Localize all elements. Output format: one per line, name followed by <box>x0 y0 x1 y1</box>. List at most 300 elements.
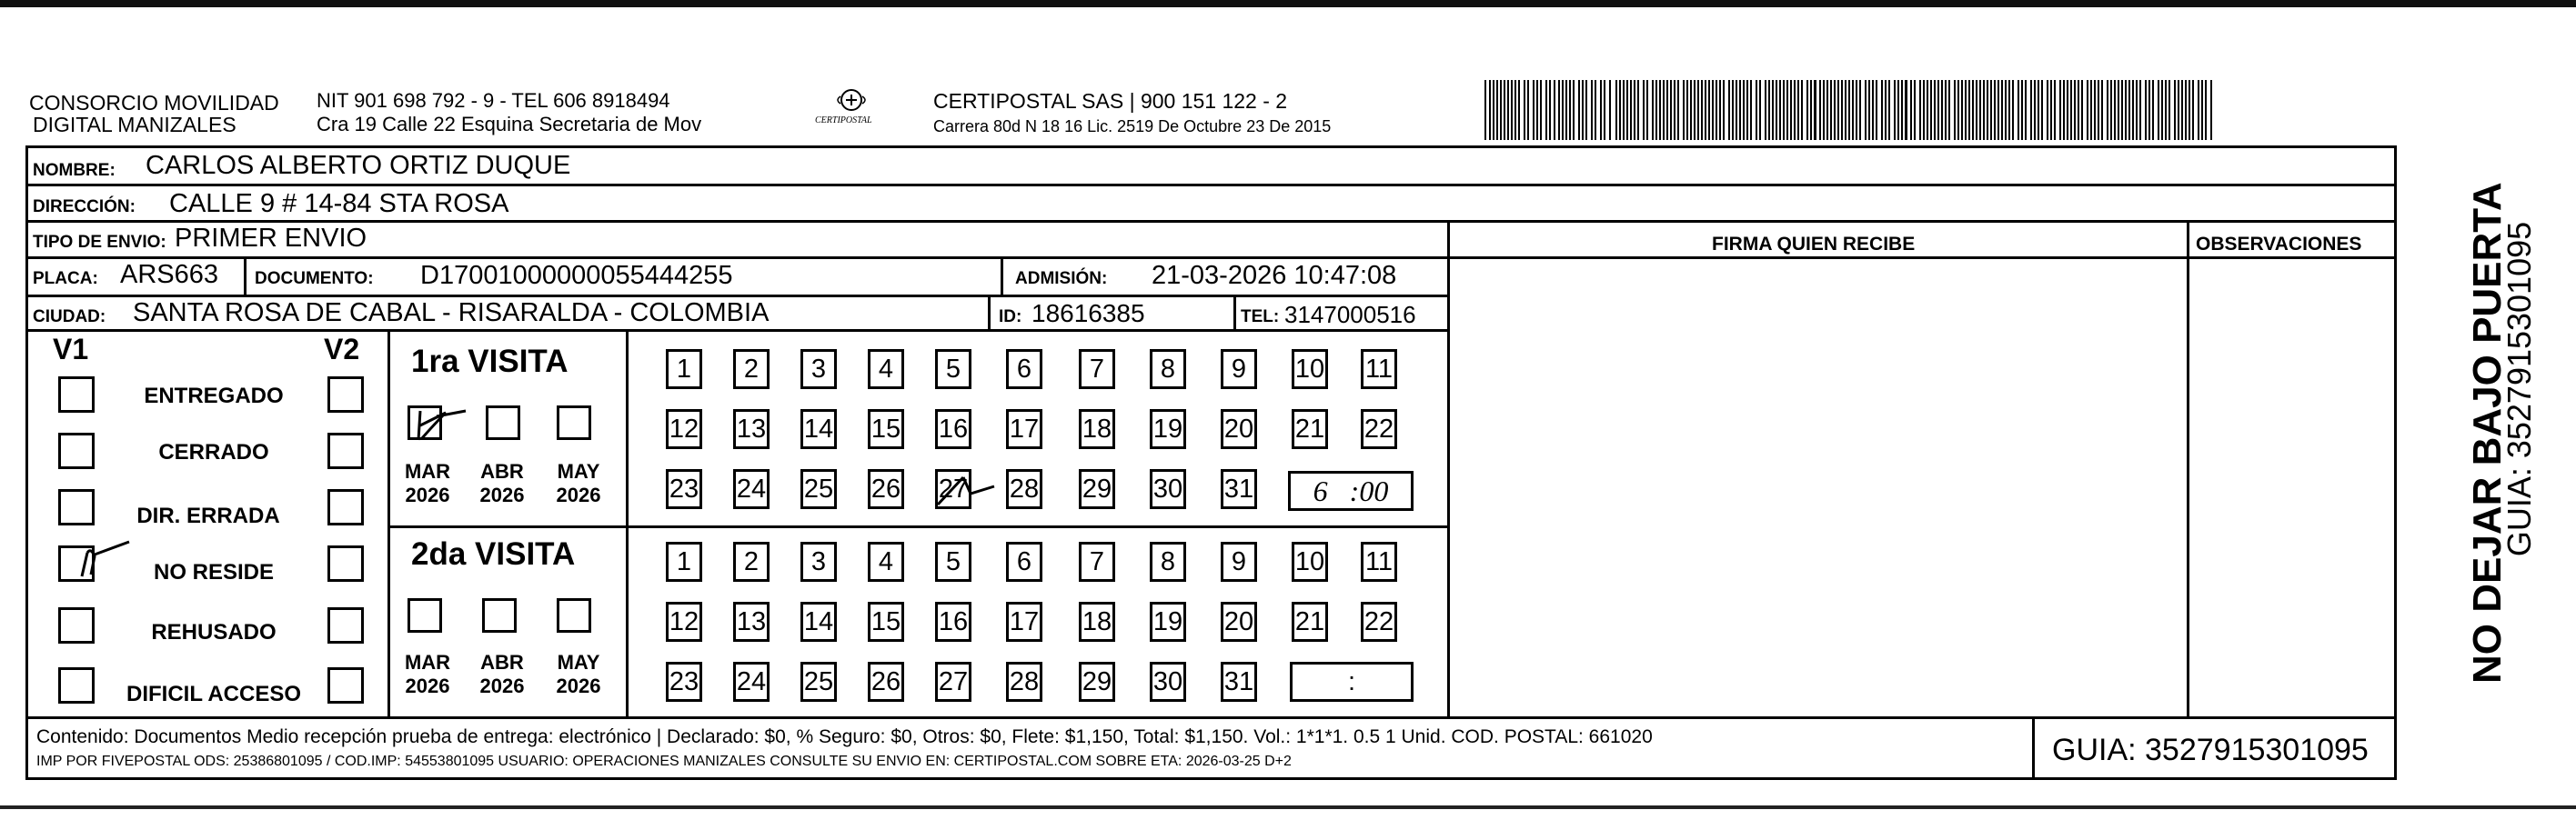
barcode-bar <box>1957 80 1959 140</box>
visit1-day-label: 21 <box>1294 414 1325 444</box>
visit2-day-label: 29 <box>1082 666 1112 696</box>
visit1-day-8[interactable] <box>1150 349 1186 389</box>
signature-header: FIRMA QUIEN RECIBE <box>1712 234 1916 255</box>
visit2-day-19[interactable] <box>1150 602 1186 642</box>
document-label: DOCUMENTO: <box>255 269 374 288</box>
barcode-bar <box>1634 80 1635 140</box>
barcode-bar <box>2192 80 2194 140</box>
visit2-day-28[interactable] <box>1006 662 1042 702</box>
visit1-day-3[interactable] <box>800 349 837 389</box>
visit2-day-label: 18 <box>1082 606 1112 636</box>
barcode-bar <box>1885 80 1887 140</box>
visit2-day-label: 23 <box>669 666 699 696</box>
barcode-bar <box>1759 80 1761 140</box>
barcode-bar <box>1637 80 1639 140</box>
barcode-bar <box>1677 80 1679 140</box>
visit1-day-5[interactable] <box>935 349 971 389</box>
barcode-bar <box>2021 80 2023 140</box>
barcode-bar <box>1527 80 1529 140</box>
v1-checkbox-entregado[interactable] <box>58 376 95 413</box>
barcode-bar <box>2101 80 2103 140</box>
visit1-day-16[interactable] <box>935 409 971 449</box>
barcode-bar <box>1994 80 1996 140</box>
visit2-day-3[interactable] <box>800 542 837 582</box>
barcode-bar <box>1968 80 1970 140</box>
visit1-day-label: 19 <box>1152 414 1183 444</box>
divider <box>1233 295 1236 329</box>
visit2-day-4[interactable] <box>868 542 904 582</box>
barcode-bar <box>2050 80 2052 140</box>
visit2-day-6[interactable] <box>1006 542 1042 582</box>
visit2-day-label: 7 <box>1089 546 1105 576</box>
divider <box>387 329 390 718</box>
barcode-bar <box>1881 80 1883 140</box>
visit1-day-label: 17 <box>1009 414 1040 444</box>
barcode-bar <box>1646 80 1648 140</box>
visit1-title: 1ra VISITA <box>411 344 569 379</box>
visit1-time-box[interactable] <box>1288 471 1414 511</box>
id-label: ID: <box>999 307 1022 326</box>
barcode-bar <box>2041 80 2043 140</box>
barcode-bar <box>1694 80 1696 140</box>
barcode-bar <box>1500 80 1502 140</box>
barcode-bar <box>1595 80 1596 140</box>
plate: ARS663 <box>120 260 219 289</box>
barcode-bar <box>1927 80 1928 140</box>
barcode-bar <box>2087 80 2088 140</box>
visit2-month-may: MAY 2026 <box>556 651 601 698</box>
visit2-month-mar-checkbox[interactable] <box>408 598 442 633</box>
visit1-day-label: 30 <box>1152 474 1183 504</box>
visit1-day-label: 14 <box>803 414 834 444</box>
barcode-bar <box>2148 80 2150 140</box>
visit2-title: 2da VISITA <box>411 536 576 572</box>
visit2-day-label: 26 <box>870 666 901 696</box>
company-name-line2: DIGITAL MANIZALES <box>33 113 236 136</box>
barcode-bar <box>1670 80 1672 140</box>
v2-checkbox-cerrado[interactable] <box>327 433 364 469</box>
barcode <box>1484 80 2214 140</box>
barcode-bar <box>1765 80 1766 140</box>
barcode-bar <box>2128 80 2130 140</box>
barcode-bar <box>1708 80 1710 140</box>
visit1-day-25[interactable] <box>800 469 837 509</box>
v2-checkbox-no-reside[interactable] <box>327 545 364 582</box>
visit2-day-label: 27 <box>938 666 969 696</box>
visit2-day-label: 13 <box>736 606 767 636</box>
divider <box>387 525 1450 528</box>
barcode-bar <box>1716 80 1717 140</box>
barcode-bar <box>1976 80 1977 140</box>
barcode-bar <box>2139 80 2141 140</box>
barcode-bar <box>1826 80 1828 140</box>
barcode-bar <box>1582 80 1584 140</box>
visit2-day-label: 5 <box>945 546 961 576</box>
barcode-bar <box>1489 80 1491 140</box>
barcode-bar <box>1859 80 1861 140</box>
barcode-bar <box>1776 80 1777 140</box>
visit1-day-26[interactable] <box>868 469 904 509</box>
barcode-bar <box>1562 80 1564 140</box>
visit1-day-4[interactable] <box>868 349 904 389</box>
visit1-day-17[interactable] <box>1006 409 1042 449</box>
visit2-day-label: 24 <box>736 666 767 696</box>
barcode-bar <box>2181 80 2183 140</box>
barcode-bar <box>1511 80 1513 140</box>
barcode-bar <box>2136 80 2138 140</box>
barcode-bar <box>1615 80 1617 140</box>
address-label: DIRECCIÓN: <box>33 197 136 216</box>
carrier-name: CERTIPOSTAL SAS | 900 151 122 - 2 <box>933 89 1288 113</box>
visit1-day-label: 3 <box>810 354 827 384</box>
v2-checkbox-dir-errada[interactable] <box>327 489 364 525</box>
barcode-bar <box>1872 80 1874 140</box>
visit1-day-label: 31 <box>1223 474 1254 504</box>
visit1-day-27[interactable] <box>935 469 971 509</box>
barcode-bar <box>1746 80 1748 140</box>
visit2-day-label: 9 <box>1231 546 1247 576</box>
visit2-day-16[interactable] <box>935 602 971 642</box>
barcode-bar <box>1540 80 1542 140</box>
visit1-day-19[interactable] <box>1150 409 1186 449</box>
barcode-bar <box>1604 80 1605 140</box>
visit1-day-label: 2 <box>743 354 760 384</box>
visit2-month-abr: ABR 2026 <box>479 651 525 698</box>
divider <box>988 295 991 329</box>
barcode-bar <box>1972 80 1974 140</box>
barcode-bar <box>1868 80 1870 140</box>
barcode-bar <box>1585 80 1587 140</box>
certipostal-logo <box>813 85 890 136</box>
visit2-day-label: 11 <box>1364 546 1394 576</box>
barcode-bar <box>1914 80 1916 140</box>
barcode-bar <box>1905 80 1907 140</box>
barcode-bar <box>2189 80 2190 140</box>
barcode-bar <box>1750 80 1752 140</box>
barcode-bar <box>2078 80 2079 140</box>
visit1-day-31[interactable] <box>1221 469 1257 509</box>
barcode-bar <box>1772 80 1774 140</box>
visit1-day-label: 27 <box>938 474 969 504</box>
visit1-day-2[interactable] <box>733 349 770 389</box>
visit1-day-label: 1 <box>676 354 692 384</box>
barcode-bar <box>1514 80 1516 140</box>
visit2-day-10[interactable] <box>1292 542 1328 582</box>
visit1-month-may-checkbox[interactable] <box>557 405 591 440</box>
divider <box>626 329 629 718</box>
visit1-month-abr-checkbox[interactable] <box>486 405 520 440</box>
divider <box>25 184 2397 186</box>
visit2-day-22[interactable] <box>1361 602 1397 642</box>
carrier-address: Carrera 80d N 18 16 Lic. 2519 De Octubre 23 De 2015 <box>933 117 1332 135</box>
barcode-bar <box>1690 80 1692 140</box>
barcode-bar <box>1783 80 1785 140</box>
divider <box>1447 256 2397 259</box>
barcode-bar <box>1569 80 1571 140</box>
visit2-day-1[interactable] <box>666 542 702 582</box>
visit1-hour-handwritten: 6 <box>1313 474 1328 507</box>
barcode-bar <box>1910 80 1912 140</box>
barcode-bar <box>1659 80 1661 140</box>
observations-header: OBSERVACIONES <box>2196 234 2362 255</box>
v1-checkbox-dir-errada[interactable] <box>58 489 95 525</box>
v1-checkbox-dificil-acceso[interactable] <box>58 667 95 704</box>
barcode-bar <box>1923 80 1925 140</box>
visit2-day-label: 25 <box>803 666 834 696</box>
admission-date: 21-03-2026 10:47:08 <box>1152 261 1397 290</box>
barcode-bar <box>2114 80 2116 140</box>
barcode-bar <box>1630 80 1632 140</box>
status-label-cerrado: CERRADO <box>158 440 269 465</box>
visit2-day-29[interactable] <box>1079 662 1115 702</box>
barcode-bar <box>2107 80 2108 140</box>
barcode-bar <box>2165 80 2167 140</box>
v2-checkbox-entregado[interactable] <box>327 376 364 413</box>
visit2-day-26[interactable] <box>868 662 904 702</box>
visit2-day-label: 20 <box>1223 606 1254 636</box>
visit2-day-label: 1 <box>676 546 692 576</box>
tel-label: TEL: <box>1241 307 1280 326</box>
barcode-bar <box>2110 80 2112 140</box>
barcode-bar <box>2005 80 2007 140</box>
visit2-day-8[interactable] <box>1150 542 1186 582</box>
visit2-day-label: 14 <box>803 606 834 636</box>
visit2-day-label: 4 <box>878 546 894 576</box>
scan-edge-bottom <box>0 805 2576 809</box>
barcode-bar <box>2198 80 2199 140</box>
visit2-day-31[interactable] <box>1221 662 1257 702</box>
visit2-month-abr-checkbox[interactable] <box>482 598 517 633</box>
footer-imp: IMP POR FIVEPOSTAL ODS: 25386801095 / COD.IMP: 54553801095 USUARIO: OPERACIONES MANIZALES CONSULTE SU ENVIO EN: CERTIPOSTAL.COM SOBRE ETA: 2026-03-25 D+2 <box>36 754 1292 769</box>
v1-checkbox-rehusado[interactable] <box>58 607 95 644</box>
barcode-bar <box>2121 80 2123 140</box>
barcode-bar <box>1674 80 1675 140</box>
visit2-day-14[interactable] <box>800 602 837 642</box>
visit2-month-may-checkbox[interactable] <box>557 598 591 633</box>
recipient-address: CALLE 9 # 14-84 STA ROSA <box>169 189 509 218</box>
barcode-bar <box>1609 80 1611 140</box>
visit1-day-7[interactable] <box>1079 349 1115 389</box>
visit1-day-23[interactable] <box>666 469 702 509</box>
sender-address: Cra 19 Calle 22 Esquina Secretaria de Mov <box>317 113 702 135</box>
visit2-day-30[interactable] <box>1150 662 1186 702</box>
visit1-day-label: 5 <box>945 354 961 384</box>
visit1-day-21[interactable] <box>1292 409 1328 449</box>
visit2-day-label: 6 <box>1016 546 1032 576</box>
barcode-bar <box>1728 80 1730 140</box>
visit2-day-label: 19 <box>1152 606 1183 636</box>
visit1-day-label: 13 <box>736 414 767 444</box>
barcode-bar <box>1965 80 1967 140</box>
barcode-bar <box>1852 80 1854 140</box>
visit2-day-13[interactable] <box>733 602 770 642</box>
visit2-time-box[interactable] <box>1290 662 1414 702</box>
visit2-day-label: 28 <box>1009 666 1040 696</box>
barcode-bar <box>1930 80 1932 140</box>
visit2-day-23[interactable] <box>666 662 702 702</box>
barcode-bar <box>1600 80 1602 140</box>
visit2-day-12[interactable] <box>666 602 702 642</box>
visit1-day-13[interactable] <box>733 409 770 449</box>
barcode-bar <box>1496 80 1498 140</box>
barcode-bar <box>1823 80 1825 140</box>
visit1-day-10[interactable] <box>1292 349 1328 389</box>
barcode-bar <box>1493 80 1494 140</box>
visit1-day-29[interactable] <box>1079 469 1115 509</box>
visit1-day-1[interactable] <box>666 349 702 389</box>
visit1-day-15[interactable] <box>868 409 904 449</box>
visit2-day-11[interactable] <box>1361 542 1397 582</box>
barcode-bar <box>1865 80 1867 140</box>
side-text <box>2410 145 2538 782</box>
form-frame <box>25 145 2397 780</box>
barcode-bar <box>2152 80 2154 140</box>
document-number: D17001000000055444255 <box>420 261 733 290</box>
visit1-day-30[interactable] <box>1150 469 1186 509</box>
barcode-bar <box>2001 80 2003 140</box>
visit1-day-label: 6 <box>1016 354 1032 384</box>
barcode-bar <box>2094 80 2096 140</box>
barcode-bar <box>1743 80 1745 140</box>
barcode-bar <box>1954 80 1956 140</box>
barcode-bar <box>2074 80 2076 140</box>
barcode-bar <box>1565 80 1567 140</box>
visit2-day-15[interactable] <box>868 602 904 642</box>
visit1-day-label: 25 <box>803 474 834 504</box>
divider <box>25 716 2397 719</box>
visit1-day-label: 23 <box>669 474 699 504</box>
visit1-day-18[interactable] <box>1079 409 1115 449</box>
status-label-no-reside: NO RESIDE <box>153 560 275 585</box>
v2-label: V2 <box>324 333 360 365</box>
visit1-day-22[interactable] <box>1361 409 1397 449</box>
barcode-bar <box>1591 80 1593 140</box>
v2-checkbox-rehusado[interactable] <box>327 607 364 644</box>
barcode-bar <box>1536 80 1538 140</box>
barcode-bar <box>1837 80 1839 140</box>
barcode-bar <box>1834 80 1836 140</box>
barcode-bar <box>2090 80 2092 140</box>
visit1-day-14[interactable] <box>800 409 837 449</box>
barcode-bar <box>1810 80 1812 140</box>
visit1-day-label: 4 <box>878 354 894 384</box>
barcode-bar <box>1801 80 1803 140</box>
visit2-day-9[interactable] <box>1221 542 1257 582</box>
visit1-day-6[interactable] <box>1006 349 1042 389</box>
divider <box>25 256 1450 259</box>
status-label-dir-errada: DIR. ERRADA <box>136 504 280 528</box>
divider <box>2394 220 2397 718</box>
divider <box>2187 220 2189 718</box>
barcode-bar <box>1983 80 1985 140</box>
visit2-day-2[interactable] <box>733 542 770 582</box>
city-label: CIUDAD: <box>33 307 106 326</box>
barcode-bar <box>2132 80 2134 140</box>
barcode-bar <box>1701 80 1703 140</box>
visit2-day-20[interactable] <box>1221 602 1257 642</box>
v2-checkbox-dificil-acceso[interactable] <box>327 667 364 704</box>
visit2-day-17[interactable] <box>1006 602 1042 642</box>
barcode-bar <box>1941 80 1943 140</box>
visit2-day-18[interactable] <box>1079 602 1115 642</box>
barcode-bar <box>1558 80 1560 140</box>
visit1-day-label: 9 <box>1231 354 1247 384</box>
barcode-bar <box>1806 80 1808 140</box>
barcode-bar <box>2059 80 2061 140</box>
visit2-day-24[interactable] <box>733 662 770 702</box>
visit2-day-25[interactable] <box>800 662 837 702</box>
barcode-bar <box>2070 80 2072 140</box>
visit1-day-label: 26 <box>870 474 901 504</box>
barcode-bar <box>2201 80 2203 140</box>
visit1-day-label: 15 <box>870 414 901 444</box>
v1-checkbox-cerrado[interactable] <box>58 433 95 469</box>
visit1-day-label: 20 <box>1223 414 1254 444</box>
visit2-time: : <box>1347 666 1356 696</box>
visit1-day-label: 11 <box>1364 354 1394 384</box>
barcode-bar <box>2030 80 2032 140</box>
status-label-dificil-acceso: DIFICIL ACCESO <box>126 682 301 706</box>
barcode-bar <box>2174 80 2176 140</box>
barcode-bar <box>1794 80 1796 140</box>
barcode-bar <box>1845 80 1846 140</box>
barcode-bar <box>1779 80 1781 140</box>
barcode-bar <box>2205 80 2207 140</box>
barcode-bar <box>1655 80 1657 140</box>
barcode-bar <box>1507 80 1509 140</box>
visit2-day-21[interactable] <box>1292 602 1328 642</box>
visit2-day-label: 2 <box>743 546 760 576</box>
visit2-day-label: 10 <box>1294 546 1325 576</box>
barcode-bar <box>1518 80 1520 140</box>
barcode-bar <box>1790 80 1792 140</box>
visit2-day-27[interactable] <box>935 662 971 702</box>
visit1-time: :00 <box>1349 474 1389 507</box>
visit2-day-7[interactable] <box>1079 542 1115 582</box>
visit1-month-mar: MAR 2026 <box>404 460 451 507</box>
footer-guia: GUIA: 3527915301095 <box>2052 733 2369 767</box>
divider <box>25 295 1450 297</box>
barcode-bar <box>1897 80 1899 140</box>
v1-label: V1 <box>53 333 89 365</box>
visit1-day-9[interactable] <box>1221 349 1257 389</box>
barcode-bar <box>1888 80 1890 140</box>
visit2-day-label: 30 <box>1152 666 1183 696</box>
visit1-day-20[interactable] <box>1221 409 1257 449</box>
plate-label: PLACA: <box>33 269 98 288</box>
barcode-bar <box>2125 80 2127 140</box>
barcode-bar <box>1934 80 1936 140</box>
barcode-bar <box>1997 80 1999 140</box>
divider <box>25 329 1450 332</box>
visit1-day-28[interactable] <box>1006 469 1042 509</box>
visit1-day-11[interactable] <box>1361 349 1397 389</box>
visit1-day-24[interactable] <box>733 469 770 509</box>
barcode-bar <box>2067 80 2068 140</box>
barcode-bar <box>1948 80 1950 140</box>
barcode-bar <box>1705 80 1706 140</box>
scan-edge-top <box>0 0 2576 7</box>
barcode-bar <box>1723 80 1725 140</box>
barcode-bar <box>2008 80 2010 140</box>
shipment-type: PRIMER ENVIO <box>175 224 367 253</box>
visit2-day-5[interactable] <box>935 542 971 582</box>
barcode-bar <box>1683 80 1685 140</box>
visit1-day-label: 28 <box>1009 474 1040 504</box>
barcode-bar <box>2047 80 2048 140</box>
visit1-day-12[interactable] <box>666 409 702 449</box>
barcode-bar <box>1830 80 1832 140</box>
